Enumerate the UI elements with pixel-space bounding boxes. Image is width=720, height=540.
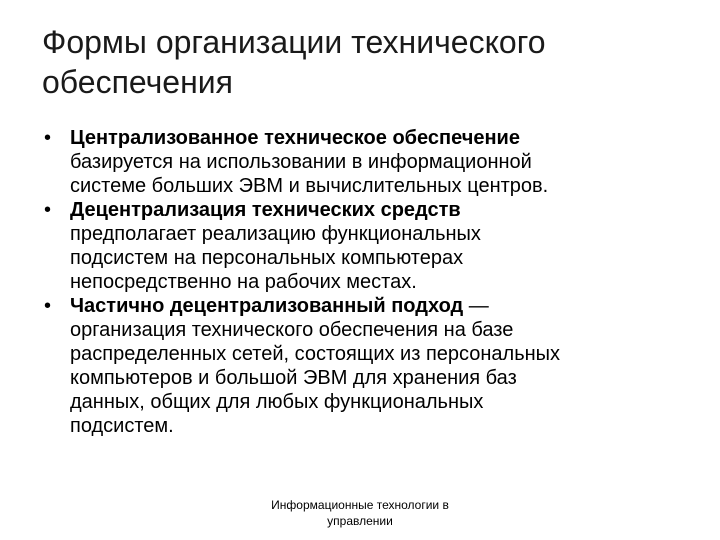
bullet-item-partial	[44, 294, 684, 438]
bullet-text-line: распределенных сетей, состоящих из персональных	[70, 343, 561, 365]
bullet-text-line: непосредственно на рабочих местах.	[70, 271, 417, 293]
slide-title-line-2: обеспечения	[42, 64, 233, 100]
bullet-text-line: подсистем.	[70, 415, 174, 437]
bullet-item-decentralized	[44, 198, 684, 294]
bullet-list	[44, 126, 684, 438]
bullet-marker: •	[44, 295, 52, 317]
slide-title	[42, 22, 682, 102]
slide-footer	[248, 497, 472, 529]
bullet-text-line: организация технического обеспечения на базе	[70, 319, 514, 341]
slide-title-line-1: Формы организации технического	[42, 24, 546, 60]
bullet-lead-decentralized: Децентрализация технических средств	[70, 199, 461, 221]
bullet-item-centralized	[44, 126, 684, 198]
bullet-text-line: базируется на использовании в информационной	[70, 151, 532, 173]
bullet-text-line: подсистем на персональных компьютерах	[70, 247, 464, 269]
bullet-lead-centralized: Централизованное техническое обеспечение	[70, 127, 520, 149]
bullet-lead-partial: Частично децентрализованный подход	[70, 295, 464, 317]
bullet-marker: •	[44, 199, 52, 221]
bullet-text-line: данных, общих для любых функциональных	[70, 391, 484, 413]
bullet-text-line: предполагает реализацию функциональных	[70, 223, 481, 245]
bullet-marker: •	[44, 127, 52, 149]
bullet-text-line: компьютеров и большой ЭВМ для хранения баз	[70, 367, 517, 389]
footer-line-1: Информационные технологии в	[271, 498, 449, 512]
bullet-text-line: системе больших ЭВМ и вычислительных центров.	[70, 175, 549, 197]
footer-line-2: управлении	[327, 514, 393, 528]
bullet-lead-suffix: —	[463, 295, 489, 317]
